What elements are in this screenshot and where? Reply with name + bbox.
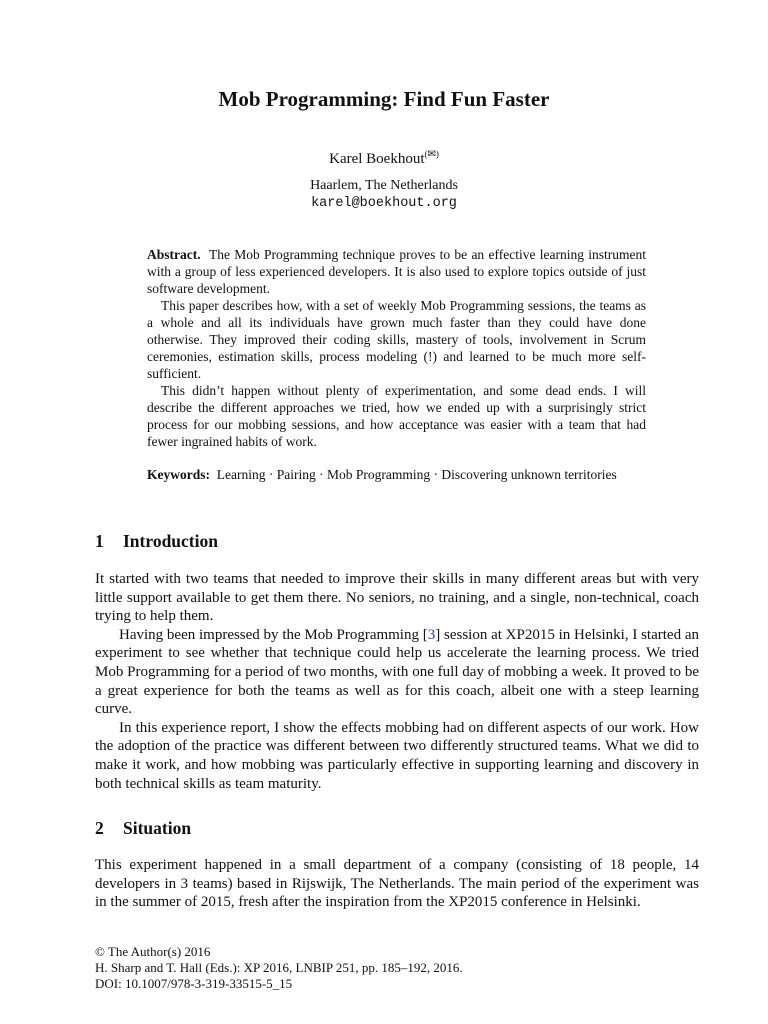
copyright-line: © The Author(s) 2016 [95, 944, 211, 959]
author-affiliation: Haarlem, The Netherlands [310, 178, 458, 193]
keywords-label: Keywords: [147, 467, 210, 482]
intro-paragraph-3: In this experience report, I show the effects mobbing had on different aspects of our work. How the adoption of the practice was different between two differently structured teams. What we did to make it work, and how mobbing was particularly effective in supporting learning and discovery in both technical skills as team maturity. [95, 719, 699, 792]
keywords-text: Learning · Pairing · Mob Programming · Discovering unknown territories [216, 467, 617, 482]
publication-citation: H. Sharp and T. Hall (Eds.): XP 2016, LNBIP 251, pp. 185–192, 2016. [95, 960, 463, 975]
citation-link[interactable]: 3 [427, 626, 436, 643]
section-heading-introduction [95, 530, 218, 552]
abstract-paragraph-2: This paper describes how, with a set of weekly Mob Programming sessions, the teams as a whole and all its individuals have grown much faster than they could have done otherwise. They improved their coding skills, mastery of tools, involvement in Scrum ceremonies, estimation skills, process modeling (!) and learned to be much more self-sufficient. [147, 298, 646, 381]
situation-paragraph-1: This experiment happened in a small department of a company (consisting of 18 people, 14 developers in 3 teams) based in Rijswijk, The Netherlands. The main period of the experiment was in the summer of 2015, fresh after the inspiration from the XP2015 conference in Helsinki. [95, 857, 699, 911]
corresponding-author-mark: (✉) [424, 149, 439, 160]
situation-body [95, 856, 699, 912]
envelope-icon: ✉ [427, 149, 436, 160]
introduction-body [95, 570, 699, 793]
abstract-label: Abstract. [147, 247, 201, 262]
author-line [0, 144, 768, 169]
abstract-paragraph-1: Abstract. The Mob Programming technique proves to be an effective learning instrument with a group of less experienced developers. It is also used to explore topics outside of just software development. [147, 247, 646, 296]
section-number: 2 [95, 818, 104, 838]
author-email[interactable]: karel@boekhout.org [311, 196, 457, 211]
keywords-block [147, 466, 646, 483]
section-number: 1 [95, 531, 104, 551]
intro-paragraph-1: It started with two teams that needed to improve their skills in many different areas but with very little support available to get them there. No seniors, no training, and a single, non-technical, coach trying to help them. [95, 571, 699, 625]
section-heading-situation [95, 817, 191, 839]
abstract-paragraph-3: This didn’t happen without plenty of experimentation, and some dead ends. I will describe the different approaches we tried, how we ended up with a surprisingly strict process for our mobbing sessions, and how acceptance was easier with a team that had fewer ingrained habits of work. [147, 383, 646, 449]
doi-line[interactable]: DOI: 10.1007/978-3-319-33515-5_15 [95, 976, 293, 991]
section-title: Introduction [123, 531, 218, 551]
abstract-block [147, 246, 646, 450]
section-title: Situation [123, 818, 192, 838]
footer-block [95, 944, 699, 992]
intro-paragraph-2: Having been impressed by the Mob Programming [3] session at XP2015 in Helsinki, I started an experiment to see whether that technique could help us accelerate the learning process. We tried Mob Programming for a period of two months, with one full day of mobbing a week. It proved to be a great experience for both the teams as well as for this coach, albeit one with a steep learning curve. [95, 626, 699, 718]
author-name: Karel Boekhout [329, 151, 425, 167]
paper-title: Mob Programming: Find Fun Faster [218, 87, 550, 111]
